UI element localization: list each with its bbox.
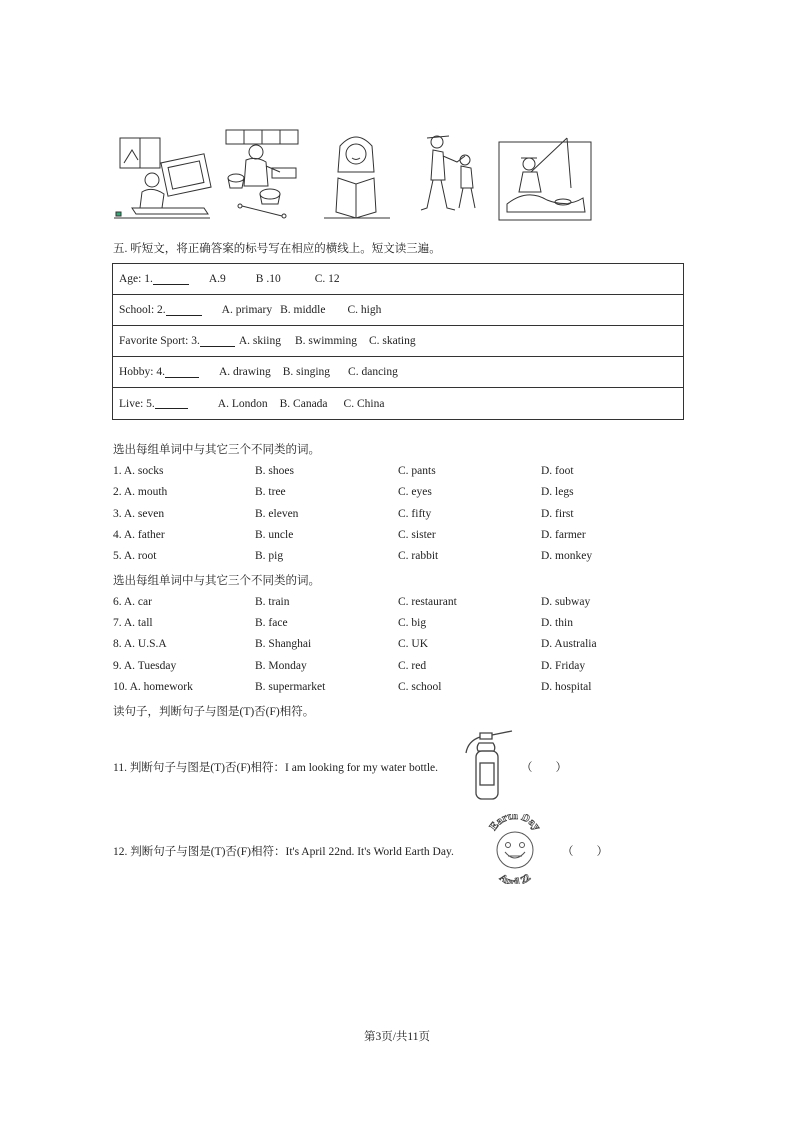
choice: B. pig: [255, 550, 284, 562]
choice: B. supermarket: [255, 681, 326, 693]
row-label: Favorite Sport: 3.: [119, 335, 200, 347]
answer-row: [113, 326, 683, 357]
svg-text:Earth Day: [487, 814, 543, 833]
row-label: Live: 5.: [119, 397, 155, 410]
choice: 1. A. socks: [113, 465, 164, 477]
choice: 2. A. mouth: [113, 486, 168, 498]
question-row: [113, 596, 713, 614]
judging-heading: 读句子，判断句子与图是(T)否(F)相符。: [113, 706, 315, 718]
option: A. drawing: [219, 366, 271, 378]
choice: D. Friday: [541, 660, 586, 672]
option: C. dancing: [348, 366, 398, 378]
choice: D. hospital: [541, 681, 592, 693]
answer-row: [113, 295, 683, 326]
answer-blank[interactable]: [153, 274, 189, 285]
choice: 9. A. Tuesday: [113, 660, 177, 672]
choice: D. thin: [541, 617, 573, 629]
question-row: [113, 550, 713, 568]
answer-blank[interactable]: [155, 398, 188, 409]
choice: B. Shanghai: [255, 638, 312, 650]
choice: 3. A. seven: [113, 508, 165, 520]
choice: C. fifty: [398, 508, 432, 520]
choice: C. eyes: [398, 486, 432, 498]
question-12-text: 12. 判断句子与图是(T)否(F)相符：It's April 22nd. It's World Earth Day.: [113, 846, 454, 858]
answer-row: [113, 388, 683, 419]
choice: C. big: [398, 617, 427, 629]
choice: D. subway: [541, 596, 591, 608]
answer-blank[interactable]: [165, 367, 199, 378]
choice: D. legs: [541, 486, 574, 498]
group1-heading: 选出每组单词中与其它三个不同类的词。: [113, 444, 320, 456]
choice: B. shoes: [255, 465, 294, 477]
option: B. swimming: [295, 335, 357, 347]
choice: D. monkey: [541, 550, 593, 562]
option: A. skiing: [238, 335, 281, 347]
choice: B. Monday: [255, 660, 307, 672]
row-label: Age: 1.: [119, 273, 153, 285]
answer-blank[interactable]: [200, 336, 235, 347]
choice: C. UK: [398, 638, 429, 650]
choice: C. restaurant: [398, 596, 457, 608]
row-label: Hobby: 4.: [119, 366, 165, 378]
earth-day-badge-top-text: Earth Day: [487, 814, 543, 833]
choice: B. eleven: [255, 508, 299, 520]
option: B. middle: [280, 304, 326, 316]
fire-extinguisher-icon: [462, 729, 518, 803]
choice: 8. A. U.S.A: [113, 638, 167, 650]
choice: C. rabbit: [398, 550, 439, 562]
listening-answer-table: [112, 263, 684, 420]
answer-parentheses[interactable]: （ ）: [521, 762, 567, 774]
choice: C. pants: [398, 465, 436, 477]
choice: B. face: [255, 617, 288, 629]
listening-section-title: 五. 听短文，将正确答案的标号写在相应的横线上。短文读三遍。: [113, 243, 441, 255]
option: C. 12: [314, 273, 340, 285]
question-row: [113, 508, 713, 526]
option: A. London: [217, 397, 268, 410]
choice: C. sister: [398, 529, 436, 541]
picture-girl-reading-book: [316, 128, 398, 222]
option: A.9: [208, 273, 226, 285]
answer-row: [113, 264, 683, 295]
question-row: [113, 681, 713, 699]
question-row: [113, 465, 713, 483]
choice: D. foot: [541, 465, 574, 477]
answer-blank[interactable]: [166, 305, 202, 316]
choice: 5. A. root: [113, 550, 157, 562]
choice: 6. A. car: [113, 596, 152, 608]
svg-text:April 22: [497, 872, 533, 884]
question-row: [113, 660, 713, 678]
option: C. high: [347, 304, 382, 316]
question-row: [113, 638, 713, 656]
answer-row: [113, 357, 683, 388]
option: B. Canada: [279, 397, 328, 410]
earth-day-badge-bottom-text: April 22: [497, 872, 533, 884]
question-11-text: 11. 判断句子与图是(T)否(F)相符：I am looking for my water bottle.: [113, 762, 439, 774]
question-row: [113, 486, 713, 504]
choice: D. first: [541, 508, 574, 520]
choice: 10. A. homework: [113, 681, 193, 693]
choice: 4. A. father: [113, 529, 165, 541]
answer-parentheses[interactable]: （ ）: [562, 846, 608, 858]
picture-boy-fishing: [497, 128, 593, 222]
choice: D. Australia: [541, 638, 597, 650]
picture-people-walking: [415, 128, 483, 222]
option: A. primary: [221, 304, 273, 316]
picture-cooking-in-kitchen: [222, 128, 302, 222]
choice: B. train: [255, 596, 290, 608]
option: B .10: [255, 273, 281, 285]
choice: C. red: [398, 660, 427, 672]
choice: 7. A. tall: [113, 617, 153, 629]
choice: C. school: [398, 681, 442, 693]
question-row: [113, 529, 713, 547]
question-row: [113, 617, 713, 635]
row-label: School: 2.: [119, 304, 166, 316]
page-footer: 第3页/共11页: [363, 1031, 431, 1043]
choice: B. uncle: [255, 529, 294, 541]
choice: D. farmer: [541, 529, 586, 541]
option: C. skating: [368, 335, 416, 347]
earth-day-badge-icon: [486, 814, 544, 884]
choice: B. tree: [255, 486, 286, 498]
option: B. singing: [282, 366, 331, 378]
option: C. China: [343, 397, 385, 410]
group2-heading: 选出每组单词中与其它三个不同类的词。: [113, 575, 320, 587]
picture-boy-watching-tv: [112, 128, 212, 222]
